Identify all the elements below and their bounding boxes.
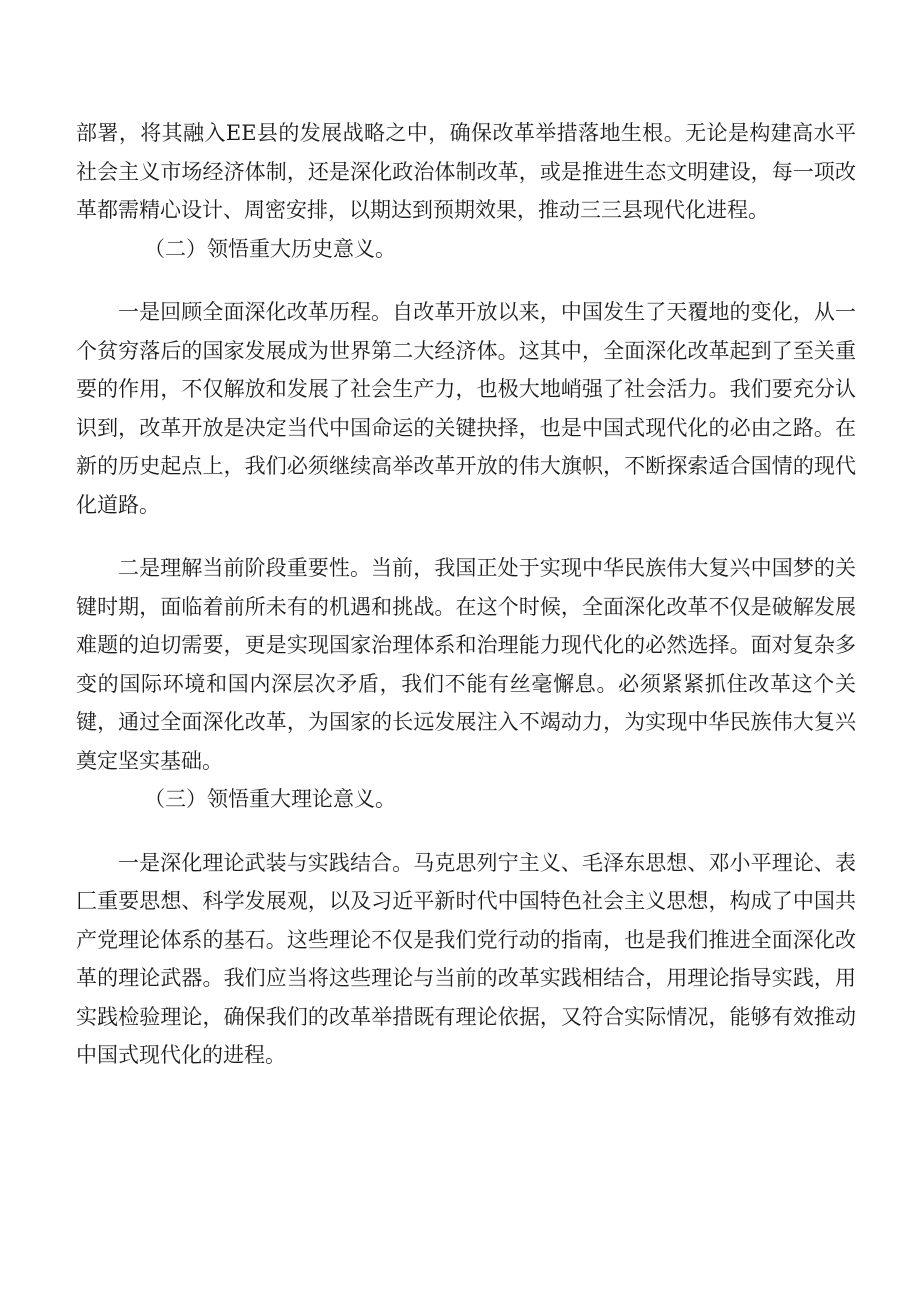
- document-body: [76, 114, 856, 1075]
- paragraph-reform-history: 一是回顾全面深化改革历程。自改革开放以来，中国发生了天覆地的变化，从一个贫穷落后的国家发展成为世界第二大经济体。这其中，全面深化改革起到了至关重要的作用，不仅解放和发展了社会生产力，也极大地峭强了社会活力。我们要充分认识到，改革开放是决定当代中国命运的关键抉择，也是中国式现代化的必由之路。在新的历史起点上，我们必须继续高举改革开放的伟大旗帜，不断探索适合国情的现代化道路。: [76, 300, 856, 517]
- section-heading-theoretical-significance: （三）领悟重大理论意义。: [144, 787, 396, 811]
- paragraph-current-stage: 二是理解当前阶段重要性。当前，我国正处于实现中华民族伟大复兴中国梦的关键时期，面临着前所未有的机遇和挑战。在这个时候，全面深化改革不仅是破解发展难题的迫切需要，更是实现国家治理体系和治理能力现代化的必然选择。面对复杂多变的国际环境和国内深层次矛盾，我们不能有丝毫懈息。必须紧紧抓住改革这个关键，通过全面深化改革，为国家的长远发展注入不竭动力，为实现中华民族伟大复兴奠定坚实基础。: [76, 556, 856, 773]
- paragraph-theory-practice: 一是深化理论武装与实践结合。马克思列宁主义、毛泽东思想、邓小平理论、表匚重要思想、科学发展观，以及习近平新时代中国特色社会主义思想，构成了中国共产党理论体系的基石。这些理论不仅是我们党行动的指南，也是我们推进全面深化改革的理论武器。我们应当将这些理论与当前的改革实践相结合，用理论指导实践，用实践检验理论，确保我们的改革举措既有理论依据，又符合实际情况，能够有效推动中国式现代化的进程。: [76, 850, 856, 1067]
- paragraph-continuation: 部署，将其融入EE县的发展战略之中，确保改革举措落地生根。无论是构建高水平社会主义市场经济体制，还是深化政治体制改革，或是推进生态文明建设，每一项改革都需精心设计、周密安排，以期达到预期效果，推动三三县现代化进程。: [76, 121, 856, 222]
- section-heading-historical-significance: （二）领悟重大历史意义。: [144, 236, 396, 261]
